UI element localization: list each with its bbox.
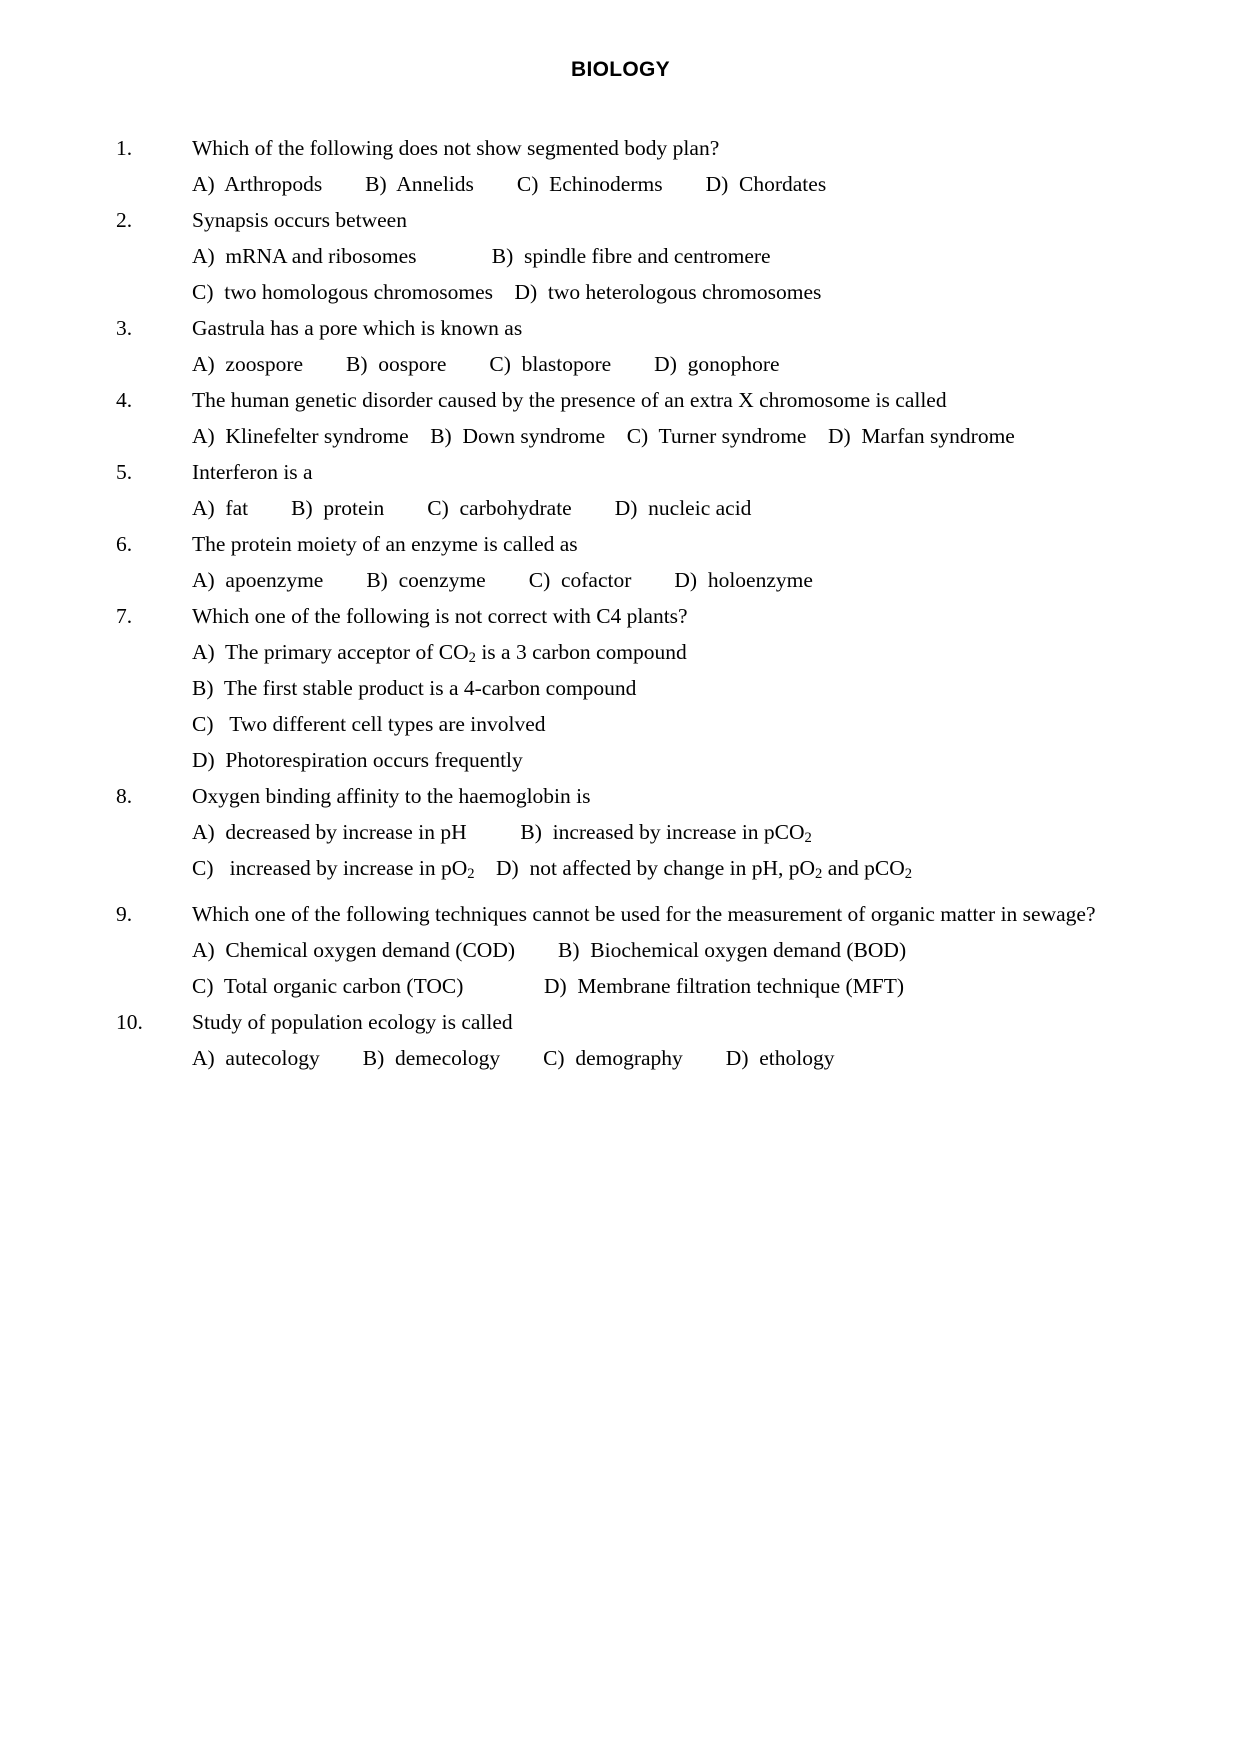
option-line: D) Photorespiration occurs frequently <box>192 748 523 772</box>
question-item <box>116 454 1141 526</box>
question-item <box>116 202 1141 310</box>
option-line: C) Total organic carbon (TOC) D) Membrane filtration technique (MFT) <box>192 974 905 998</box>
question-text: The protein moiety of an enzyme is called as <box>192 532 578 556</box>
option-line: C) Two different cell types are involved <box>192 712 546 736</box>
question-prompt-row <box>116 598 1141 634</box>
option-line: A) Klinefelter syndrome B) Down syndrome C) Turner syndrome D) Marfan syndrome <box>192 424 1015 448</box>
question-item <box>116 382 1141 454</box>
question-text: Study of population ecology is called <box>192 1010 513 1034</box>
question-prompt-row <box>116 778 1141 814</box>
page-title: BIOLOGY <box>571 58 670 81</box>
option-line: A) The primary acceptor of $CO_2$ is a 3 carbon compound <box>192 640 687 667</box>
option-line: C) two homologous chromosomes D) two heterologous chromosomes <box>192 280 822 304</box>
option-line: A) apoenzyme B) coenzyme C) cofactor D) holoenzyme <box>192 568 813 592</box>
option-line: C) increased by increase in $pO_2$ D) not affected by change in pH, $pO_2$ and pCO$_2$ <box>192 856 913 883</box>
question-list <box>0 130 1241 1076</box>
question-text: Which one of the following is not correct with C4 plants? <box>192 604 688 628</box>
option-line: A) autecology B) demecology C) demography D) ethology <box>192 1046 835 1070</box>
question-prompt-row <box>116 310 1141 346</box>
question-number: 7. <box>116 604 133 628</box>
question-item <box>116 598 1141 778</box>
question-text: Synapsis occurs between <box>192 208 407 232</box>
question-prompt-row <box>116 1004 1141 1040</box>
option-line: A) zoospore B) oospore C) blastopore D) gonophore <box>192 352 780 376</box>
question-item <box>116 130 1141 202</box>
question-number: 8. <box>116 784 133 808</box>
question-number: 4. <box>116 388 133 412</box>
question-prompt-row <box>116 526 1141 562</box>
question-prompt-row <box>116 202 1141 238</box>
option-line: B) The first stable product is a 4-carbon compound <box>192 676 637 700</box>
question-prompt-row <box>116 130 1141 166</box>
option-line: A) fat B) protein C) carbohydrate D) nucleic acid <box>192 496 752 520</box>
question-text: The human genetic disorder caused by the presence of an extra X chromosome is called <box>192 388 947 412</box>
question-text: Which of the following does not show segmented body plan? <box>192 136 720 160</box>
question-text: Oxygen binding affinity to the haemoglobin is <box>192 784 591 808</box>
question-number: 6. <box>116 532 133 556</box>
question-number: 2. <box>116 208 133 232</box>
question-prompt-row <box>116 896 1141 932</box>
question-text: Which one of the following techniques cannot be used for the measurement of organic matter in sewage? <box>192 902 1096 926</box>
option-line: A) mRNA and ribosomes B) spindle fibre and centromere <box>192 244 771 268</box>
question-text: Gastrula has a pore which is known as <box>192 316 523 340</box>
question-number: 1. <box>116 136 133 160</box>
question-number: 3. <box>116 316 133 340</box>
question-item <box>116 310 1141 382</box>
question-number: 5. <box>116 460 133 484</box>
question-item <box>116 526 1141 598</box>
question-item <box>116 896 1141 1004</box>
question-prompt-row <box>116 382 1141 418</box>
question-number: 10. <box>116 1010 143 1034</box>
option-line: A) Chemical oxygen demand (COD) B) Biochemical oxygen demand (BOD) <box>192 938 907 962</box>
option-line: A) Arthropods B) Annelids C) Echinoderms D) Chordates <box>192 172 827 196</box>
option-line: A) decreased by increase in pH B) increased by increase in pCO$_2$ <box>192 820 812 847</box>
question-text: Interferon is a <box>192 460 313 484</box>
question-number: 9. <box>116 902 133 926</box>
question-item <box>116 1004 1141 1076</box>
question-prompt-row <box>116 454 1141 490</box>
question-item <box>116 778 1141 886</box>
